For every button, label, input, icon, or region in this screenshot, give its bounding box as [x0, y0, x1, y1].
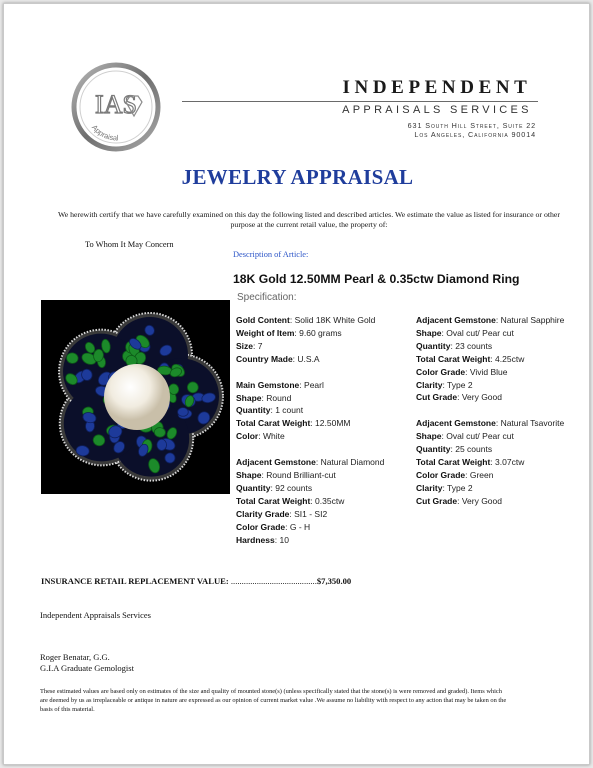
spec-value: 10 — [279, 534, 289, 545]
spec-gap — [416, 404, 591, 417]
spec-row: Adjacent Gemstone: Natural Sapphire — [416, 315, 565, 325]
spec-row: Total Carat Weight: 4.25ctw — [416, 353, 525, 364]
appraisal-page — [3, 3, 590, 765]
spec-label: Adjacent Gemstone — [416, 315, 496, 325]
spec-label: Clarity Grade — [236, 508, 290, 519]
address-line-1: 631 South Hill Street, Suite 22 — [407, 121, 536, 130]
description-label: Description of Article: — [233, 250, 309, 259]
spec-value: Solid 18K White Gold — [294, 315, 376, 325]
company-subtitle: APPRAISALS SERVICES — [342, 104, 532, 116]
spec-value: Very Good — [461, 495, 502, 506]
pearl — [104, 364, 170, 430]
spec-row: Color Grade: Vivid Blue — [416, 366, 508, 377]
spec-value: 3.07ctw — [495, 457, 525, 468]
document-title: JEWELRY APPRAISAL — [181, 165, 414, 189]
ring-photo — [41, 300, 230, 494]
spec-value: White — [262, 431, 285, 442]
spec-label: Shape — [416, 431, 442, 442]
specification-label: Specification: — [237, 292, 297, 303]
spec-value: Green — [469, 469, 494, 480]
spec-column-right — [416, 314, 591, 508]
spec-label: Total Carat Weight — [236, 418, 311, 429]
spec-label: Hardness — [236, 534, 275, 545]
spec-value: 12.50MM — [315, 418, 351, 429]
insurance-amount: $7,350.00 — [316, 576, 352, 586]
spec-value: Pearl — [304, 379, 324, 390]
spec-row: Total Carat Weight: 3.07ctw — [416, 457, 525, 468]
spec-label: Shape — [236, 392, 262, 403]
spec-row: Total Carat Weight: 0.35ctw — [236, 495, 345, 506]
spec-row: Weight of Item: 9.60 grams — [236, 327, 342, 338]
spec-row: Shape: Round Brilliant-cut — [236, 470, 336, 481]
spec-value: 92 counts — [275, 482, 313, 493]
ring-illustration — [41, 300, 230, 494]
spec-row: Shape: Oval cut/ Pear cut — [416, 431, 514, 442]
spec-row: Shape: Oval cut/ Pear cut — [416, 327, 514, 338]
spec-label: Gold Content — [236, 315, 290, 325]
appraiser-block — [40, 652, 134, 674]
spec-value: Natural Sapphire — [500, 315, 565, 325]
spec-label: Total Carat Weight — [416, 353, 491, 364]
spec-value: U.S.A — [297, 353, 320, 364]
spec-value: Oval cut/ Pear cut — [446, 431, 514, 442]
certification-text: We herewith certify that we have carefully examined on this day the following listed and described articles. We estimate the value as listed for insurance or other purpose at the current retail value, the property of: — [58, 210, 560, 229]
spec-label: Cut Grade — [416, 495, 458, 506]
header-divider — [182, 101, 538, 102]
insurance-value-line — [41, 576, 351, 586]
spec-row: Quantity: 25 counts — [416, 444, 493, 455]
spec-label: Color Grade — [236, 521, 286, 532]
spec-label: Clarity — [416, 482, 443, 493]
spec-label: Country Made — [236, 353, 293, 364]
spec-label: Quantity — [416, 340, 451, 351]
disclaimer: These estimated values are based only on estimates of the size and quality of mounted stone(s) (unless specifically stated that the stone(s) is were removed and graded). Items which are deemed by us as irreplaceable or antique in nature are expressed as our opinion of current market value .We assume no liability with respect to any action that may be taken on the basis of this material. — [40, 688, 507, 713]
insurance-dots: ........................................ — [230, 576, 317, 586]
spec-value: Vivid Blue — [469, 366, 508, 377]
spec-label: Quantity — [236, 482, 271, 493]
spec-row: Color: White — [236, 431, 285, 442]
spec-value: G - H — [289, 521, 311, 532]
spec-label: Cut Grade — [416, 392, 458, 403]
spec-label: Quantity — [236, 405, 271, 416]
logo-subtext: Appraisal — [89, 122, 119, 143]
spec-row: Clarity: Type 2 — [416, 482, 473, 493]
item-title: 18K Gold 12.50MM Pearl & 0.35ctw Diamond Ring — [233, 272, 520, 286]
spec-label: Size — [236, 340, 254, 351]
spec-value: Round — [266, 392, 292, 403]
spec-label: Main Gemstone — [236, 379, 300, 390]
spec-value: Type 2 — [447, 482, 473, 493]
appraiser-name: Roger Benatar, G.G. — [40, 652, 110, 662]
company-footer: Independent Appraisals Services — [40, 610, 151, 620]
sapphire-stone — [157, 439, 167, 450]
company-block — [334, 77, 540, 99]
spec-value: Type 2 — [447, 379, 473, 390]
spec-row: Color Grade: G - H — [236, 521, 311, 532]
spec-label: Color — [236, 431, 259, 442]
spec-row: Cut Grade: Very Good — [416, 392, 502, 403]
spec-value: 25 counts — [455, 444, 493, 455]
spec-label: Adjacent Gemstone — [236, 457, 316, 468]
spec-value: 23 counts — [455, 340, 493, 351]
spec-label: Clarity — [416, 379, 443, 390]
spec-value: 9.60 grams — [299, 327, 342, 338]
ias-logo — [68, 62, 164, 152]
spec-label: Color Grade — [416, 469, 466, 480]
spec-row: Quantity: 23 counts — [416, 340, 493, 351]
spec-value: 4.25ctw — [495, 353, 525, 364]
spec-row: Hardness: 10 — [236, 534, 289, 545]
spec-row: Gold Content: Solid 18K White Gold — [236, 315, 376, 325]
spec-value: 1 count — [275, 405, 304, 416]
spec-gap — [236, 443, 416, 456]
spec-value: Natural Diamond — [320, 457, 385, 468]
spec-row: Size: 7 — [236, 340, 263, 351]
spec-column-left — [236, 314, 416, 547]
spec-row: Clarity: Type 2 — [416, 379, 473, 390]
spec-value: 0.35ctw — [315, 495, 345, 506]
spec-row: Quantity: 92 counts — [236, 482, 313, 493]
sapphire-stone — [178, 408, 189, 417]
spec-label: Shape — [416, 327, 442, 338]
address-line-2: Los Angeles, California 90014 — [414, 130, 536, 139]
spec-row: Main Gemstone: Pearl — [236, 379, 324, 390]
spec-label: Color Grade — [416, 366, 466, 377]
company-address — [408, 121, 536, 139]
spec-row: Color Grade: Green — [416, 469, 494, 480]
spec-value: Very Good — [461, 392, 502, 403]
spec-label: Shape — [236, 470, 262, 481]
spec-value: SI1 - SI2 — [294, 508, 328, 519]
spec-label: Total Carat Weight — [416, 457, 491, 468]
spec-row: Cut Grade: Very Good — [416, 495, 502, 506]
spec-row: Quantity: 1 count — [236, 405, 304, 416]
spec-label: Weight of Item — [236, 327, 295, 338]
appraiser-title: G.I.A Graduate Gemologist — [40, 663, 134, 673]
spec-gap — [236, 366, 416, 379]
spec-value: Round Brilliant-cut — [266, 470, 336, 481]
spec-value: Natural Tsavorite — [500, 418, 565, 429]
recipient: To Whom It May Concern — [85, 240, 174, 249]
logo-text: IAS — [95, 90, 137, 119]
spec-label: Adjacent Gemstone — [416, 418, 496, 429]
spec-row: Country Made: U.S.A — [236, 353, 320, 364]
spec-label: Total Carat Weight — [236, 495, 311, 506]
spec-row: Clarity Grade: SI1 - SI2 — [236, 508, 328, 519]
spec-row: Shape: Round — [236, 392, 292, 403]
spec-row: Adjacent Gemstone: Natural Tsavorite — [416, 418, 565, 429]
spec-value: Oval cut/ Pear cut — [446, 327, 514, 338]
company-name: INDEPENDENT — [342, 77, 532, 98]
spec-row: Total Carat Weight: 12.50MM — [236, 418, 351, 429]
spec-value: 7 — [257, 340, 263, 351]
spec-row: Adjacent Gemstone: Natural Diamond — [236, 457, 385, 468]
insurance-label: INSURANCE RETAIL REPLACEMENT VALUE: — [41, 576, 229, 586]
spec-label: Quantity — [416, 444, 451, 455]
